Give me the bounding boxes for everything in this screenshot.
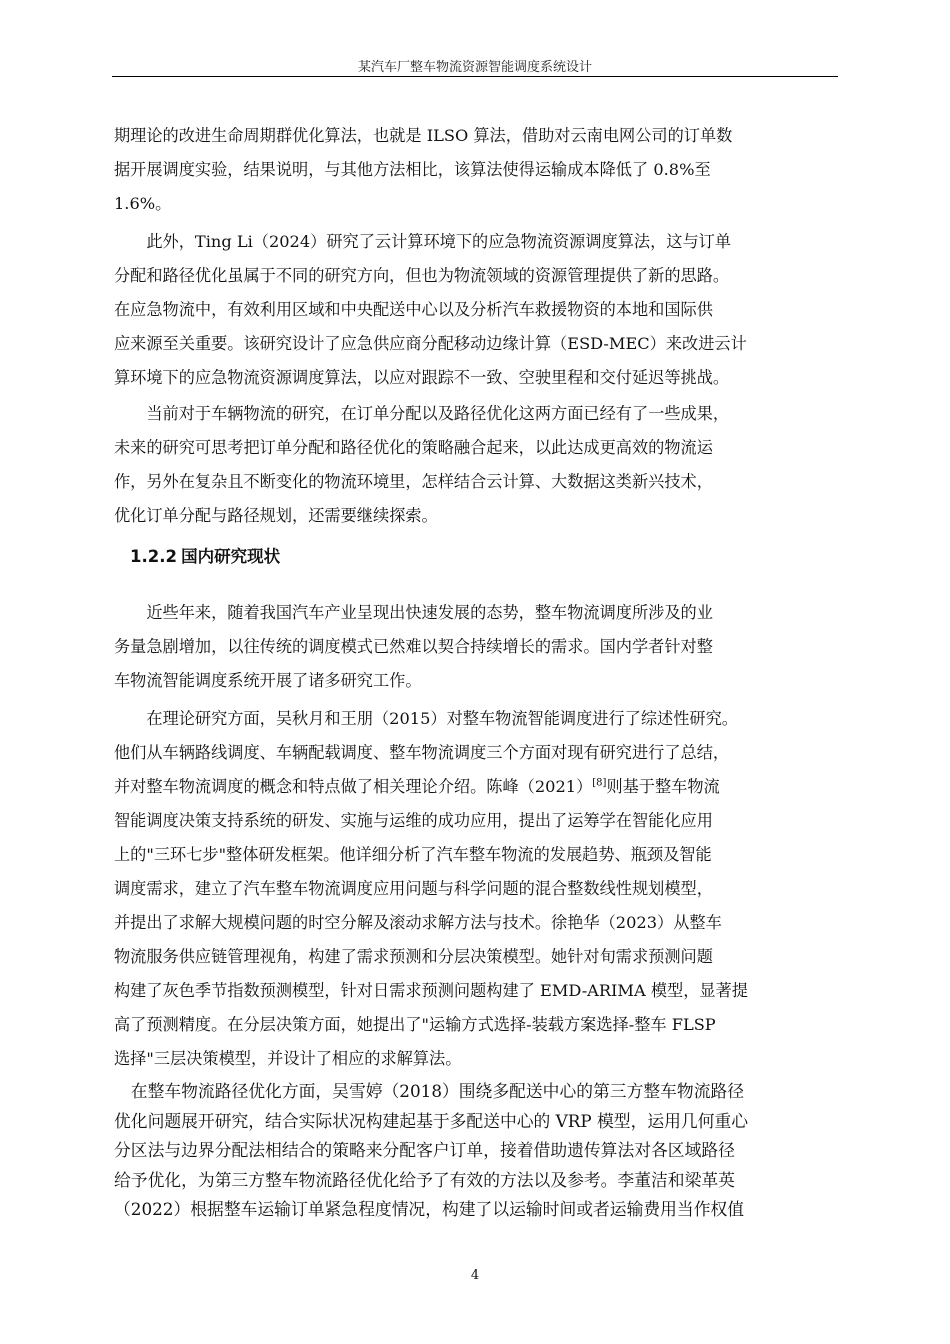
body-paragraph [114, 225, 838, 395]
body-paragraph [114, 1077, 838, 1225]
text-line: 物流服务供应链管理视角，构建了需求预测和分层决策模型。她针对旬需求预测问题 [114, 947, 713, 966]
text-line: 优化订单分配与路径规划，还需要继续探索。 [114, 506, 438, 525]
text-line: 给予优化，为第三方整车物流路径优化给予了有效的方法以及参考。李董洁和梁革英 [114, 1169, 735, 1190]
text-line: 据开展调度实验，结果说明，与其他方法相比，该算法使得运输成本降低了 0.8%至 [114, 160, 711, 179]
text-fragment: 则基于整车物流 [606, 777, 720, 796]
text-line: 在应急物流中，有效利用区域和中央配送中心以及分析汽车救援物资的本地和国际供 [114, 300, 713, 319]
text-line: 选择"三层决策模型，并设计了相应的求解算法。 [114, 1049, 462, 1068]
text-line: 他们从车辆路线调度、车辆配载调度、整车物流调度三个方面对现有研究进行了总结， [114, 743, 730, 762]
text-line: 并提出了求解大规模问题的时空分解及滚动求解方法与技术。徐艳华（2023）从整车 [114, 913, 722, 932]
text-line: 构建了灰色季节指数预测模型，针对日需求预测问题构建了 EMD-ARIMA 模型，显著提 [114, 981, 748, 1000]
text-line: 高了预测精度。在分层决策方面，她提出了"运输方式选择-装载方案选择-整车 FLSP [114, 1015, 716, 1034]
header-rule [112, 76, 838, 77]
text-line: 此外，Ting Li（2024）研究了云计算环境下的应急物流资源调度算法，这与订单 [114, 232, 732, 251]
body-paragraph [114, 397, 838, 533]
text-line: 算环境下的应急物流资源调度算法，以应对跟踪不一致、空驶里程和交付延迟等挑战。 [114, 368, 730, 387]
body-paragraph [114, 702, 838, 1076]
text-line: 作，另外在复杂且不断变化的物流环境里，怎样结合云计算、大数据这类新兴技术， [114, 472, 713, 491]
text-fragment: 并对整车物流调度的概念和特点做了相关理论介绍。陈峰（2021） [114, 777, 593, 796]
text-line: 调度需求，建立了汽车整车物流调度应用问题与科学问题的混合整数线性规划模型， [114, 879, 713, 898]
text-line: 未来的研究可思考把订单分配和路径优化的策略融合起来，以此达成更高效的物流运 [114, 438, 713, 457]
text-line: 在理论研究方面，吴秋月和王朋（2015）对整车物流智能调度进行了综述性研究。 [114, 709, 738, 728]
text-line: 分配和路径优化虽属于不同的研究方向，但也为物流领域的资源管理提供了新的思路。 [114, 266, 730, 285]
text-line: （2022）根据整车运输订单紧急程度情况，构建了以运输时间或者运输费用当作权值 [114, 1199, 745, 1219]
section-heading [130, 543, 280, 567]
text-line: 上的"三环七步"整体研发框架。他详细分析了汽车整车物流的发展趋势、瓶颈及智能 [114, 845, 712, 864]
body-paragraph [114, 119, 838, 221]
text-line: 1.6%。 [114, 194, 172, 213]
text-line: 在整车物流路径优化方面，吴雪婷（2018）围绕多配送中心的第三方整车物流路径 [114, 1081, 745, 1101]
text-line: 车物流智能调度系统开展了诸多研究工作。 [114, 671, 422, 690]
body-paragraph [114, 596, 838, 698]
text-line: 期理论的改进生命周期群优化算法，也就是 ILSO 算法，借助对云南电网公司的订单数 [114, 126, 733, 145]
text-line-with-citation [114, 770, 838, 804]
running-header: 某汽车厂整车物流资源智能调度系统设计 [357, 60, 592, 75]
text-line: 优化问题展开研究，结合实际状况构建起基于多配送中心的 VRP 模型，运用几何重心 [114, 1110, 749, 1131]
text-line: 近些年来，随着我国汽车产业呈现出快速发展的态势，整车物流调度所涉及的业 [114, 603, 713, 622]
text-line: 应来源至关重要。该研究设计了应急供应商分配移动边缘计算（ESD-MEC）来改进云计 [114, 334, 747, 353]
text-line: 分区法与边界分配法相结合的策略来分配客户订单，接着借助遗传算法对各区域路径 [114, 1140, 735, 1160]
section-title: 国内研究现状 [181, 547, 281, 566]
text-line: 务量急剧增加，以往传统的调度模式已然难以契合持续增长的需求。国内学者针对整 [114, 637, 713, 656]
section-number: 1.2.2 [130, 547, 177, 566]
page-number: 4 [470, 1268, 480, 1283]
text-line: 当前对于车辆物流的研究，在订单分配以及路径优化这两方面已经有了一些成果， [114, 404, 730, 423]
citation-marker[interactable]: [8] [592, 777, 607, 789]
text-line: 智能调度决策支持系统的研发、实施与运维的成功应用，提出了运筹学在智能化应用 [114, 811, 713, 830]
